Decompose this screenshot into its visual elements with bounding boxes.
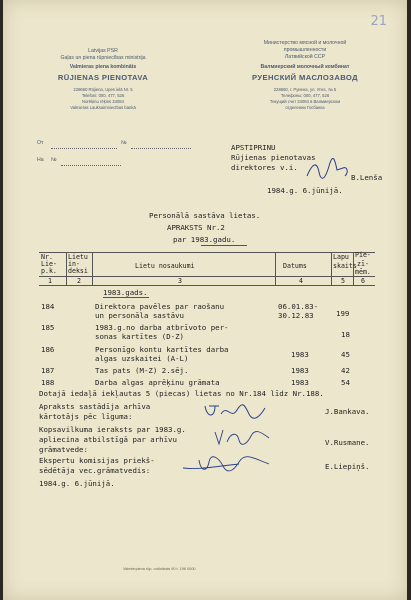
table-colnum-border [39,285,375,286]
approval-line1: Rūjienas pienotavas [231,153,316,162]
row-pages: 199 [336,309,350,318]
colnum-2: 2 [77,277,81,285]
colnum-3: 3 [178,277,182,285]
title-line2: APRAKSTS Nr.2 [167,223,225,232]
row-name-line1: Direktora pavēles par raošanu [95,302,225,311]
year-heading-underline [103,297,149,298]
row-date-line2: 30.12.83 [278,311,314,320]
approval-name: B.Lenša [351,173,383,182]
left-header-line1: Latvijas PSR [88,48,118,54]
colnum-6: 6 [361,277,365,285]
ot-no-field-line [131,148,191,149]
ot-field-line [51,148,117,149]
header-nr-3: p.k. [41,267,57,275]
colnum-5: 5 [341,277,345,285]
page-number: 21 [370,14,387,29]
right-header-line1: Министерство мясной и молочной [263,40,347,46]
left-header-addr1: 228660 Rūjiena, Upes ielā Nr. 5 [73,87,133,92]
header-pages-1: Lapu [333,253,349,261]
na-field-line [61,165,121,166]
table-header-border [39,276,375,277]
sig2-line1: Kopsavilkuma ieraksts par 1983.g. [39,425,186,434]
right-header-addr3: Текущий счет 34084 в Валмиерском [269,99,341,104]
left-header-line4: RŪJIENAS PIENOTAVA [57,73,149,82]
right-header-line2: промышленности [283,47,327,53]
sig1-name: J.Bankava. [325,407,370,416]
colnum-1: 1 [48,277,52,285]
row-name-line1: Tas pats (M-Z) 2.sēj. [95,366,189,375]
row-name-line2: un personāla sastāvu [95,311,184,320]
right-header-line4: Валмиерский молочный комбинат [260,64,350,70]
table-col-divider-3 [275,252,276,285]
row-pages: 45 [341,350,350,359]
header-names: Lietu nosaukumi [135,262,195,270]
signature-bankava [201,398,269,424]
sig3-name: E.Liepiņš. [325,462,370,471]
signature-liepins [179,452,275,476]
right-header-addr2: Телефоны: 000, 477, 526 [280,93,330,98]
header-date: Datums [283,262,307,270]
sig1-line2: kārtotājs pēc līguma: [39,412,133,421]
header-nr-2: Lie- [41,260,57,268]
row-name-line2: algas uzskaitei (A-L) [95,354,189,363]
sig2-line3: grāmatvede: [39,445,88,454]
right-header-line3: Латвийской ССР [284,54,326,60]
row-nr: 186 [41,345,55,354]
row-nr: 184 [41,302,55,311]
row-nr: 187 [41,366,55,375]
row-date: 1983 [291,378,309,387]
summary-line: Dotajā iedaļā iekļautas 5 (piecas) lietas no Nr.184 līdz Nr.188. [39,389,324,398]
left-header-addr3: Norēķinu rēķins 34084 [82,99,124,104]
colnum-4: 4 [299,277,303,285]
row-name-line1: Darba algas aprēķinu grāmata [95,378,220,387]
row-name-line1: Personīgo kontu kartītes darba [95,345,229,354]
approval-title: APSTIPRINU [231,143,276,152]
header-notes-2: zī- [357,260,369,268]
header-nr-1: Nr. [41,253,53,261]
na-no-label: № [51,157,57,163]
right-header-addr4: отделении Госбанка [285,105,325,110]
row-nr: 185 [41,323,55,332]
title-line1: Personālā sastāva lietas. [149,211,261,220]
row-pages: 18 [341,330,350,339]
row-date: 1983 [291,366,309,375]
title-line3: par 1983.gadu. [173,235,236,244]
print-footer: Valmierpiena rūp. ordinārais 90 t. 196 0000 [123,567,196,571]
row-pages: 54 [341,378,350,387]
row-date-line1: 06.01.83- [278,302,319,311]
ot-no-label: № [121,140,127,146]
header-index-1: Lietu [68,253,88,261]
header-pages-2: skaits [333,262,357,270]
document-page [3,0,407,600]
sig3-line1: Ekspertu komisijas priekš- [39,456,155,465]
sig3-line2: sēdētāja vec.grāmatvedis: [39,466,151,475]
sig3-date: 1984.g. 6.jūnijā. [39,479,115,488]
ot-label: От [37,140,44,146]
title-underline [201,245,247,246]
sig1-line1: Apraksts sastādīja arhīva [39,402,151,411]
left-header-line3: Valmieras piena kombināts [69,64,137,70]
header-notes-3: mēm. [355,268,371,276]
na-label: На [37,157,44,163]
approval-date: 1984.g. 6.jūnijā. [267,186,343,195]
row-date: 1983 [291,350,309,359]
approval-line2: direktores v.i. [231,163,298,172]
table-col-divider-1 [66,252,67,285]
header-notes-1: Pie- [355,251,371,259]
left-header-line2: Gaļas un piena rūpniecības ministrija [60,55,146,61]
table-col-divider-2 [92,252,93,285]
header-index-3: deksi [68,267,88,275]
sig2-line2: apliecina atbilstīgā par arhīvu [39,435,177,444]
right-header-line5: РУЕНСКИЙ МАСЛОЗАВОД [252,73,358,82]
sig2-name: V.Rusmane. [325,438,370,447]
left-header-addr2: Telefoni: 000, 477, 526 [81,93,125,98]
row-nr: 188 [41,378,55,387]
signature-rusmane [211,426,273,448]
approval-signature [303,156,353,184]
right-header-addr1: 228660, г. Руиена, ул. Упес, № 5 [273,87,337,92]
table-col-divider-4 [331,252,332,285]
left-header-addr4: Valmieras Lauksaimniecības bankā [70,105,136,110]
table-top-border [39,252,375,253]
row-name-line1: 1983.g.no darba atbrīvoto per- [95,323,229,332]
year-heading: 1983.gads. [103,288,148,297]
row-pages: 42 [341,366,350,375]
row-name-line2: sonas kartītes (D-Z) [95,332,184,341]
header-index-2: in- [68,260,80,268]
